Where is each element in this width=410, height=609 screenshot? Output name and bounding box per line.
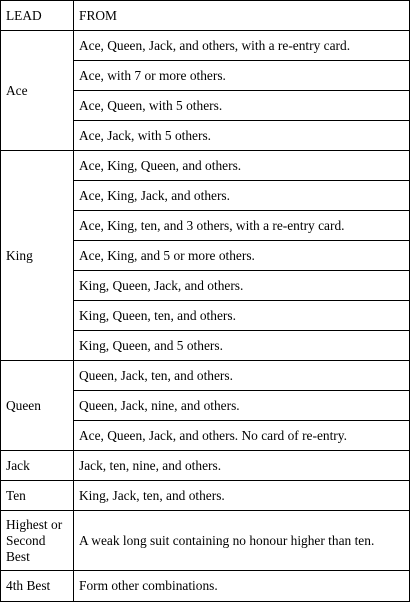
from-cell: Queen, Jack, ten, and others. xyxy=(74,361,410,391)
from-cell: King, Queen, ten, and others. xyxy=(74,301,410,331)
lead-cell-ten: Ten xyxy=(1,481,74,511)
lead-cell-4th-best: 4th Best xyxy=(1,571,74,602)
from-cell: King, Jack, ten, and others. xyxy=(74,481,410,511)
lead-cell-king: King xyxy=(1,151,74,361)
header-row xyxy=(1,1,410,31)
from-cell: Ace, Queen, Jack, and others. No card of re-entry. xyxy=(74,421,410,451)
lead-cell-queen: Queen xyxy=(1,361,74,451)
column-header-from: FROM xyxy=(74,1,410,31)
table-row xyxy=(1,451,410,481)
table-row xyxy=(1,571,410,602)
from-cell: Ace, King, Jack, and others. xyxy=(74,181,410,211)
table-row xyxy=(1,151,410,181)
from-cell: Jack, ten, nine, and others. xyxy=(74,451,410,481)
from-cell: Ace, Queen, with 5 others. xyxy=(74,91,410,121)
from-cell: Ace, King, and 5 or more others. xyxy=(74,241,410,271)
table-row xyxy=(1,361,410,391)
from-cell: Ace, with 7 or more others. xyxy=(74,61,410,91)
from-cell: King, Queen, Jack, and others. xyxy=(74,271,410,301)
from-cell: Ace, Queen, Jack, and others, with a re-entry card. xyxy=(74,31,410,61)
lead-cell-jack: Jack xyxy=(1,451,74,481)
from-cell: Ace, King, Queen, and others. xyxy=(74,151,410,181)
from-cell: Ace, King, ten, and 3 others, with a re-entry card. xyxy=(74,211,410,241)
from-cell: Queen, Jack, nine, and others. xyxy=(74,391,410,421)
from-cell: A weak long suit containing no honour higher than ten. xyxy=(74,511,410,571)
table-row xyxy=(1,511,410,571)
lead-cell-ace: Ace xyxy=(1,31,74,151)
table-row xyxy=(1,481,410,511)
table-row xyxy=(1,31,410,61)
from-cell: King, Queen, and 5 others. xyxy=(74,331,410,361)
column-header-lead: LEAD xyxy=(1,1,74,31)
from-cell: Ace, Jack, with 5 others. xyxy=(74,121,410,151)
lead-cell-highest-or-second-best: Highest or Second Best xyxy=(1,511,74,571)
from-cell: Form other combinations. xyxy=(74,571,410,602)
